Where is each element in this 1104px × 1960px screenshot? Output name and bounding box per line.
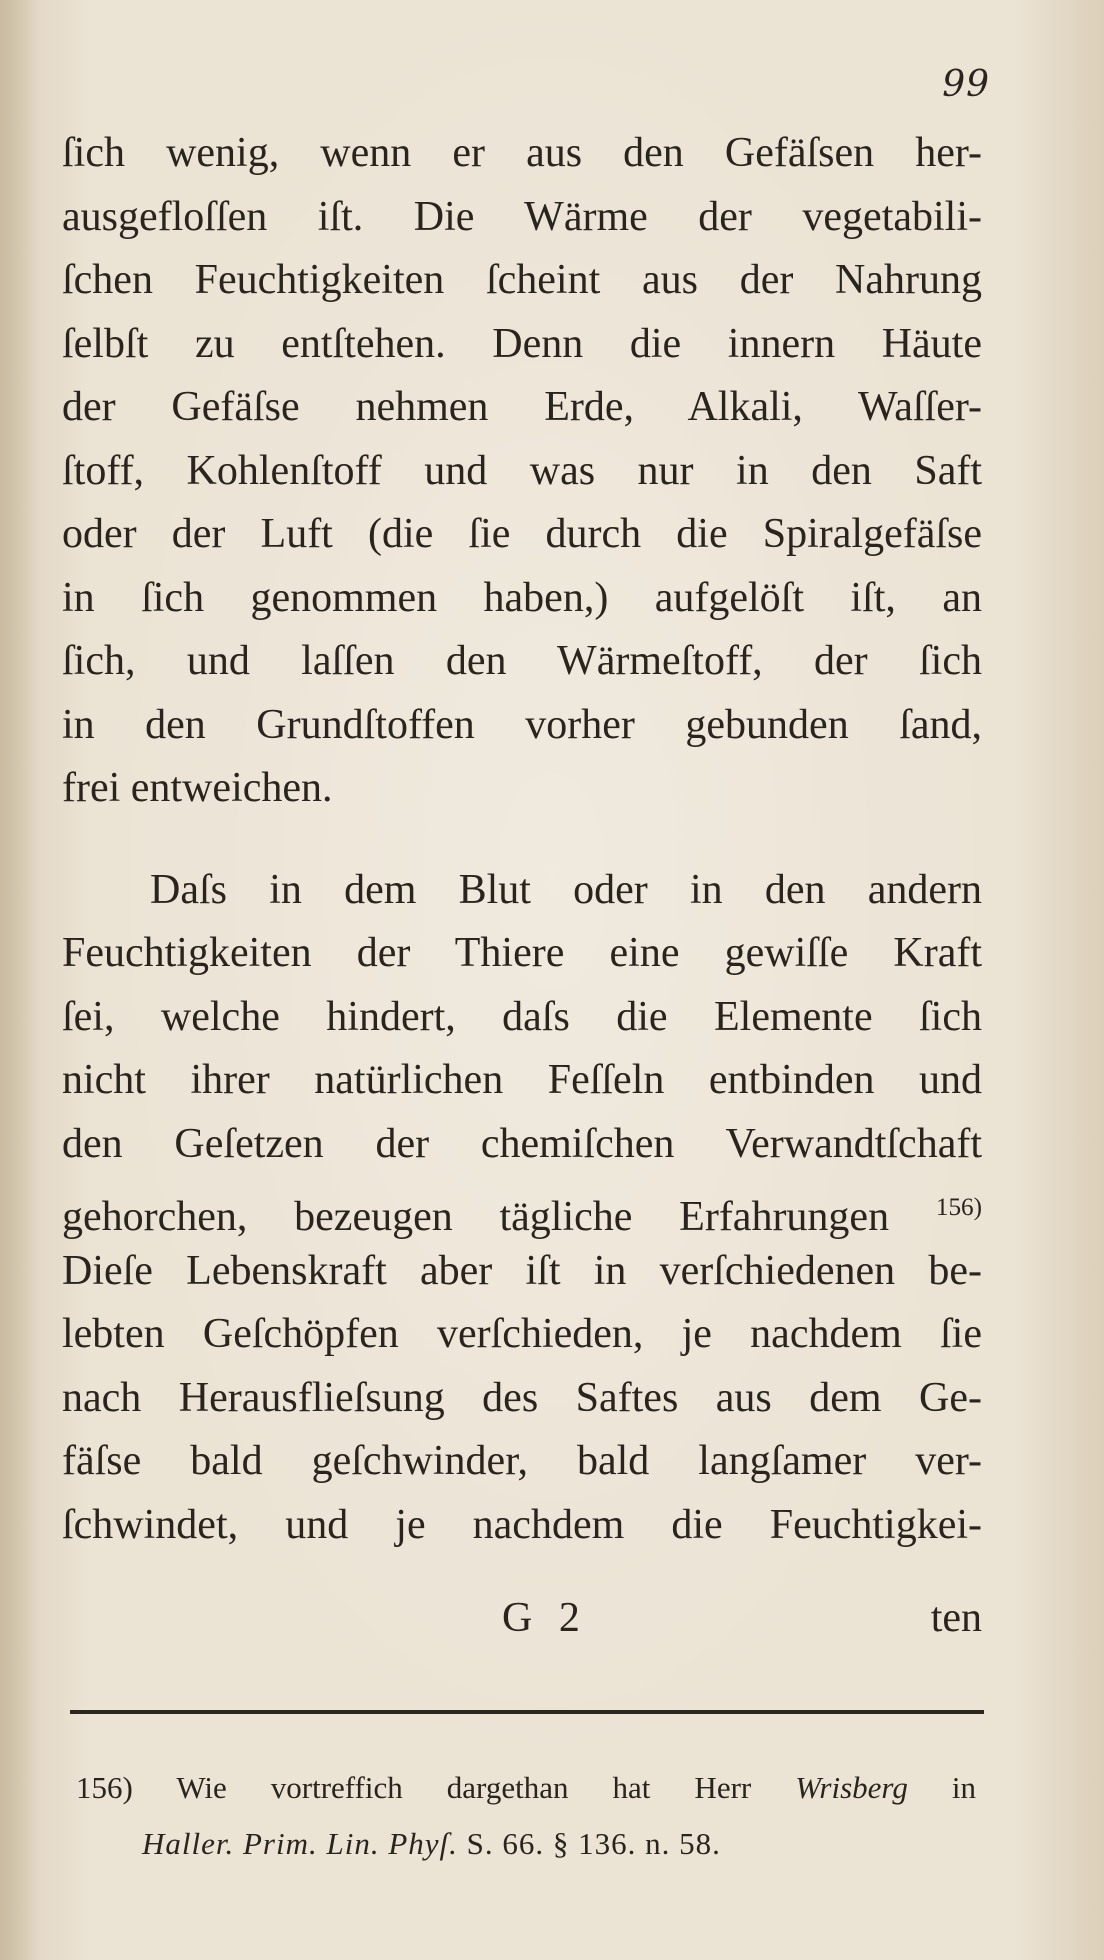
text-line: ſchen Feuchtigkeiten ſcheint aus der Nahrung [62,257,982,303]
footnote-citation: S. 66. § 136. n. 58. [466,1826,721,1861]
text-line: ſich wenig, wenn er aus den Gefäſsen her- [62,130,982,176]
text-line: Dieſe Lebenskraft aber iſt in verſchiedenen be- [62,1247,982,1294]
text-line: frei entweichen. [62,765,333,811]
footnote-text: Wie vortreffich dargethan hat Herr [176,1770,752,1805]
footnote-reference: 156) [935,1194,982,1221]
text-line: ſich, und laſſen den Wärmeſtoff, der ſich [62,638,982,684]
footnote [76,1760,976,1872]
text-line: lebten Geſchöpfen verſchieden, je nachdem ſie [62,1311,982,1357]
text-line: ſchwindet, und je nachdem die Feuchtigkei- [62,1501,982,1548]
text-line: ausgefloſſen iſt. Die Wärme der vegetabili- [62,193,982,240]
footnote-line-1 [76,1760,976,1816]
text-line: nicht ihrer natürlichen Feſſeln entbinden und [62,1057,982,1103]
footnote-line-2 [76,1816,976,1872]
text-line: fäſse bald geſchwinder, bald langſamer ver- [62,1438,982,1484]
text-line: in den Grundſtoffen vorher gebunden ſand, [62,701,982,748]
printer-signature: G 2 [502,1595,588,1641]
text-line: ſelbſt zu entſtehen. Denn die innern Häute [62,320,982,367]
text-line: den Geſetzen der chemiſchen Verwandtſchaft [62,1120,982,1167]
footnote-text-end: in [951,1770,977,1805]
text-line-with-ref [62,1176,982,1240]
text-line: gehorchen, bezeugen tägliche Erfahrungen [62,1194,890,1240]
text-line: nach Herausflieſsung des Saftes aus dem Ge- [62,1374,982,1421]
paragraph-break [62,821,982,859]
footnote-work-title: Haller. Prim. Lin. Phyſ. [142,1826,458,1861]
signature-line [62,1594,982,1654]
footnote-author: Wrisberg [795,1770,908,1805]
text-line: oder der Luft (die ſie durch die Spiralgefäſse [62,511,982,557]
catchword: ten [930,1595,982,1641]
page-number: 99 [942,64,990,105]
text-line: ſtoff, Kohlenſtoff und was nur in den Saft [62,447,982,494]
text-line: Daſs in dem Blut oder in den andern [150,866,982,913]
text-line: ſei, welche hindert, daſs die Elemente ſich [62,993,982,1040]
main-text [62,122,982,1557]
text-line: Feuchtigkeiten der Thiere eine gewiſſe Kraft [62,930,982,976]
footnote-number: 156) [76,1770,133,1805]
text-line: der Gefäſse nehmen Erde, Alkali, Waſſer- [62,384,982,430]
text-line: in ſich genommen haben,) aufgelöſt iſt, an [62,574,982,621]
footnote-rule [70,1710,984,1714]
